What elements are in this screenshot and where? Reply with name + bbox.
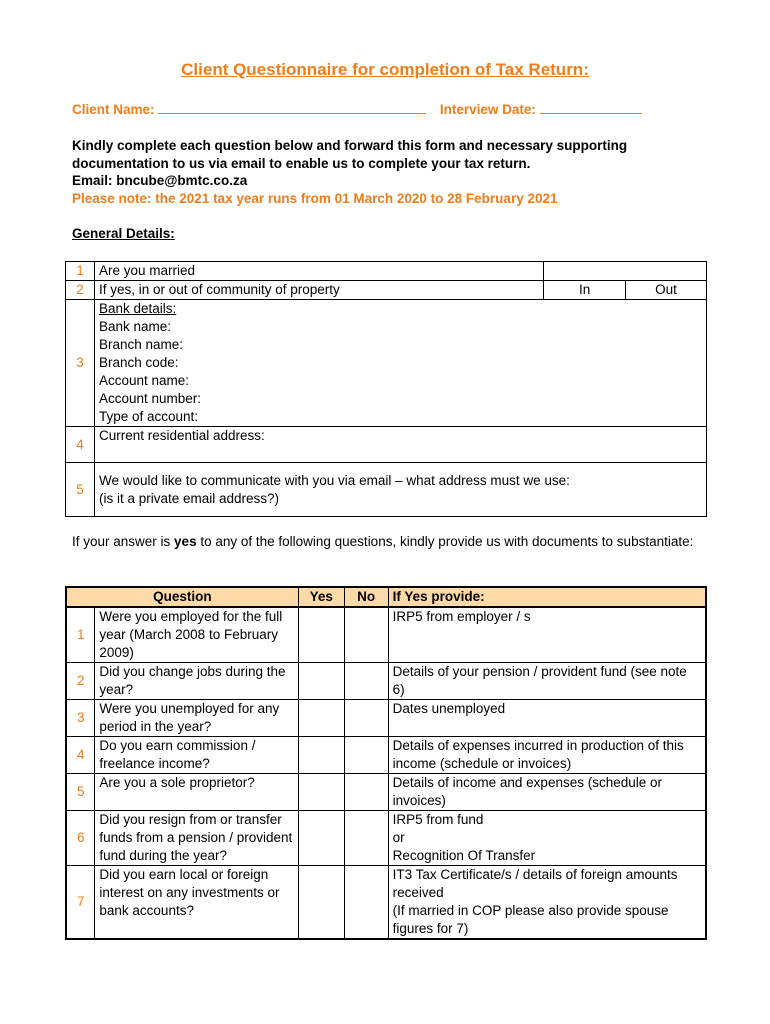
question-text: Are you married [94, 262, 543, 281]
branch-code-label: Branch code: [98, 355, 179, 370]
client-info-line [72, 100, 642, 117]
no-cell[interactable] [344, 811, 388, 866]
no-cell[interactable] [344, 663, 388, 700]
table-row [66, 663, 706, 700]
tax-year-note: Please note: the 2021 tax year runs from 01 March 2020 to 28 February 2021 [72, 190, 558, 206]
table-header-row [66, 587, 706, 607]
email-address-cell[interactable] [94, 463, 706, 517]
instructions-text: Kindly complete each question below and forward this form and necessary supporting documentation to us via email to enable us to complete your tax return. [72, 138, 628, 171]
row-number: 3 [66, 300, 95, 427]
table-row [66, 774, 706, 811]
row-number: 5 [66, 463, 95, 517]
provide-text: (If married in COP please also provide spouse figures for 7) [392, 903, 669, 936]
out-option[interactable]: Out [626, 281, 707, 300]
bank-name-label: Bank name: [98, 319, 171, 334]
question-text: Were you unemployed for any period in the year? [95, 700, 298, 737]
provide-text: Details of your pension / provident fund (see note 6) [388, 663, 706, 700]
row-number: 4 [66, 427, 95, 463]
row-number: 3 [66, 700, 95, 737]
row-number: 1 [66, 607, 95, 663]
yes-header: Yes [298, 587, 344, 607]
contact-email: Email: bncube@bmtc.co.za [72, 173, 248, 189]
page-title: Client Questionnaire for completion of Tax Return: [181, 60, 589, 79]
row-number: 2 [66, 663, 95, 700]
yes-cell[interactable] [298, 866, 344, 940]
branch-name-label: Branch name: [98, 337, 183, 352]
in-option[interactable]: In [544, 281, 626, 300]
no-header: No [344, 587, 388, 607]
row-number: 5 [66, 774, 95, 811]
row-number: 6 [66, 811, 95, 866]
question-header: Question [66, 587, 298, 607]
intro-text-start: If your answer is [72, 534, 175, 549]
table-row [66, 262, 707, 281]
residential-address-label: Current residential address: [98, 428, 265, 443]
question-text: Do you earn commission / freelance income? [95, 737, 298, 774]
row-number: 7 [66, 866, 95, 940]
table-row [66, 700, 706, 737]
bank-details-heading: Bank details: [98, 301, 177, 316]
no-cell[interactable] [344, 774, 388, 811]
provide-text: Recognition Of Transfer [392, 848, 536, 863]
table-row [66, 300, 707, 427]
no-cell[interactable] [344, 866, 388, 940]
account-number-label: Account number: [98, 391, 202, 406]
provide-text: IRP5 from employer / s [388, 607, 706, 663]
instructions-block [72, 137, 712, 207]
provide-text: IT3 Tax Certificate/s / details of foreign amounts received [392, 867, 678, 900]
yes-cell[interactable] [298, 737, 344, 774]
yes-cell[interactable] [298, 663, 344, 700]
table-row [66, 463, 707, 517]
question-text: Did you change jobs during the year? [95, 663, 298, 700]
general-details-heading: General Details: [72, 226, 175, 241]
provide-text: Details of expenses incurred in production of this income (schedule or invoices) [388, 737, 706, 774]
provide-text: Details of income and expenses (schedule or invoices) [388, 774, 706, 811]
table-row [66, 866, 706, 940]
row-number: 4 [66, 737, 95, 774]
intro-text [72, 533, 702, 551]
question-text: Are you a sole proprietor? [95, 774, 298, 811]
bank-details-cell[interactable] [94, 300, 706, 427]
yes-cell[interactable] [298, 811, 344, 866]
table-row [66, 281, 707, 300]
row-number: 1 [66, 262, 95, 281]
no-cell[interactable] [344, 607, 388, 663]
interview-date-label: Interview Date: [439, 102, 536, 117]
no-cell[interactable] [344, 737, 388, 774]
account-name-label: Account name: [98, 373, 190, 388]
client-name-field[interactable] [158, 100, 426, 114]
provide-text: IRP5 from fund [392, 812, 484, 827]
provide-header: If Yes provide: [388, 587, 706, 607]
provide-text: Dates unemployed [388, 700, 706, 737]
yes-cell[interactable] [298, 774, 344, 811]
table-row [66, 607, 706, 663]
row-number: 2 [66, 281, 95, 300]
no-cell[interactable] [344, 700, 388, 737]
question-text: Did you earn local or foreign interest on any investments or bank accounts? [95, 866, 298, 940]
email-question-note: (is it a private email address?) [98, 490, 280, 506]
provide-cell [388, 866, 706, 940]
residential-address-cell[interactable] [94, 427, 706, 463]
client-name-label: Client Name: [72, 102, 155, 117]
email-question: We would like to communicate with you via email – what address must we use: [98, 472, 570, 488]
yes-cell[interactable] [298, 607, 344, 663]
account-type-label: Type of account: [98, 409, 199, 424]
provide-cell [388, 811, 706, 866]
answer-cell[interactable] [544, 262, 707, 281]
question-text: Did you resign from or transfer funds from a pension / provident fund during the year? [95, 811, 298, 866]
interview-date-field[interactable] [540, 100, 642, 114]
general-details-table [65, 261, 707, 517]
question-text: If yes, in or out of community of property [94, 281, 543, 300]
intro-text-end: to any of the following questions, kindly provide us with documents to substantiate: [196, 534, 694, 549]
provide-text: or [392, 830, 405, 845]
intro-text-bold: yes [174, 534, 197, 549]
table-row [66, 427, 707, 463]
question-text: Were you employed for the full year (March 2008 to February 2009) [95, 607, 298, 663]
yes-cell[interactable] [298, 700, 344, 737]
table-row [66, 811, 706, 866]
table-row [66, 737, 706, 774]
questions-table [65, 586, 707, 940]
